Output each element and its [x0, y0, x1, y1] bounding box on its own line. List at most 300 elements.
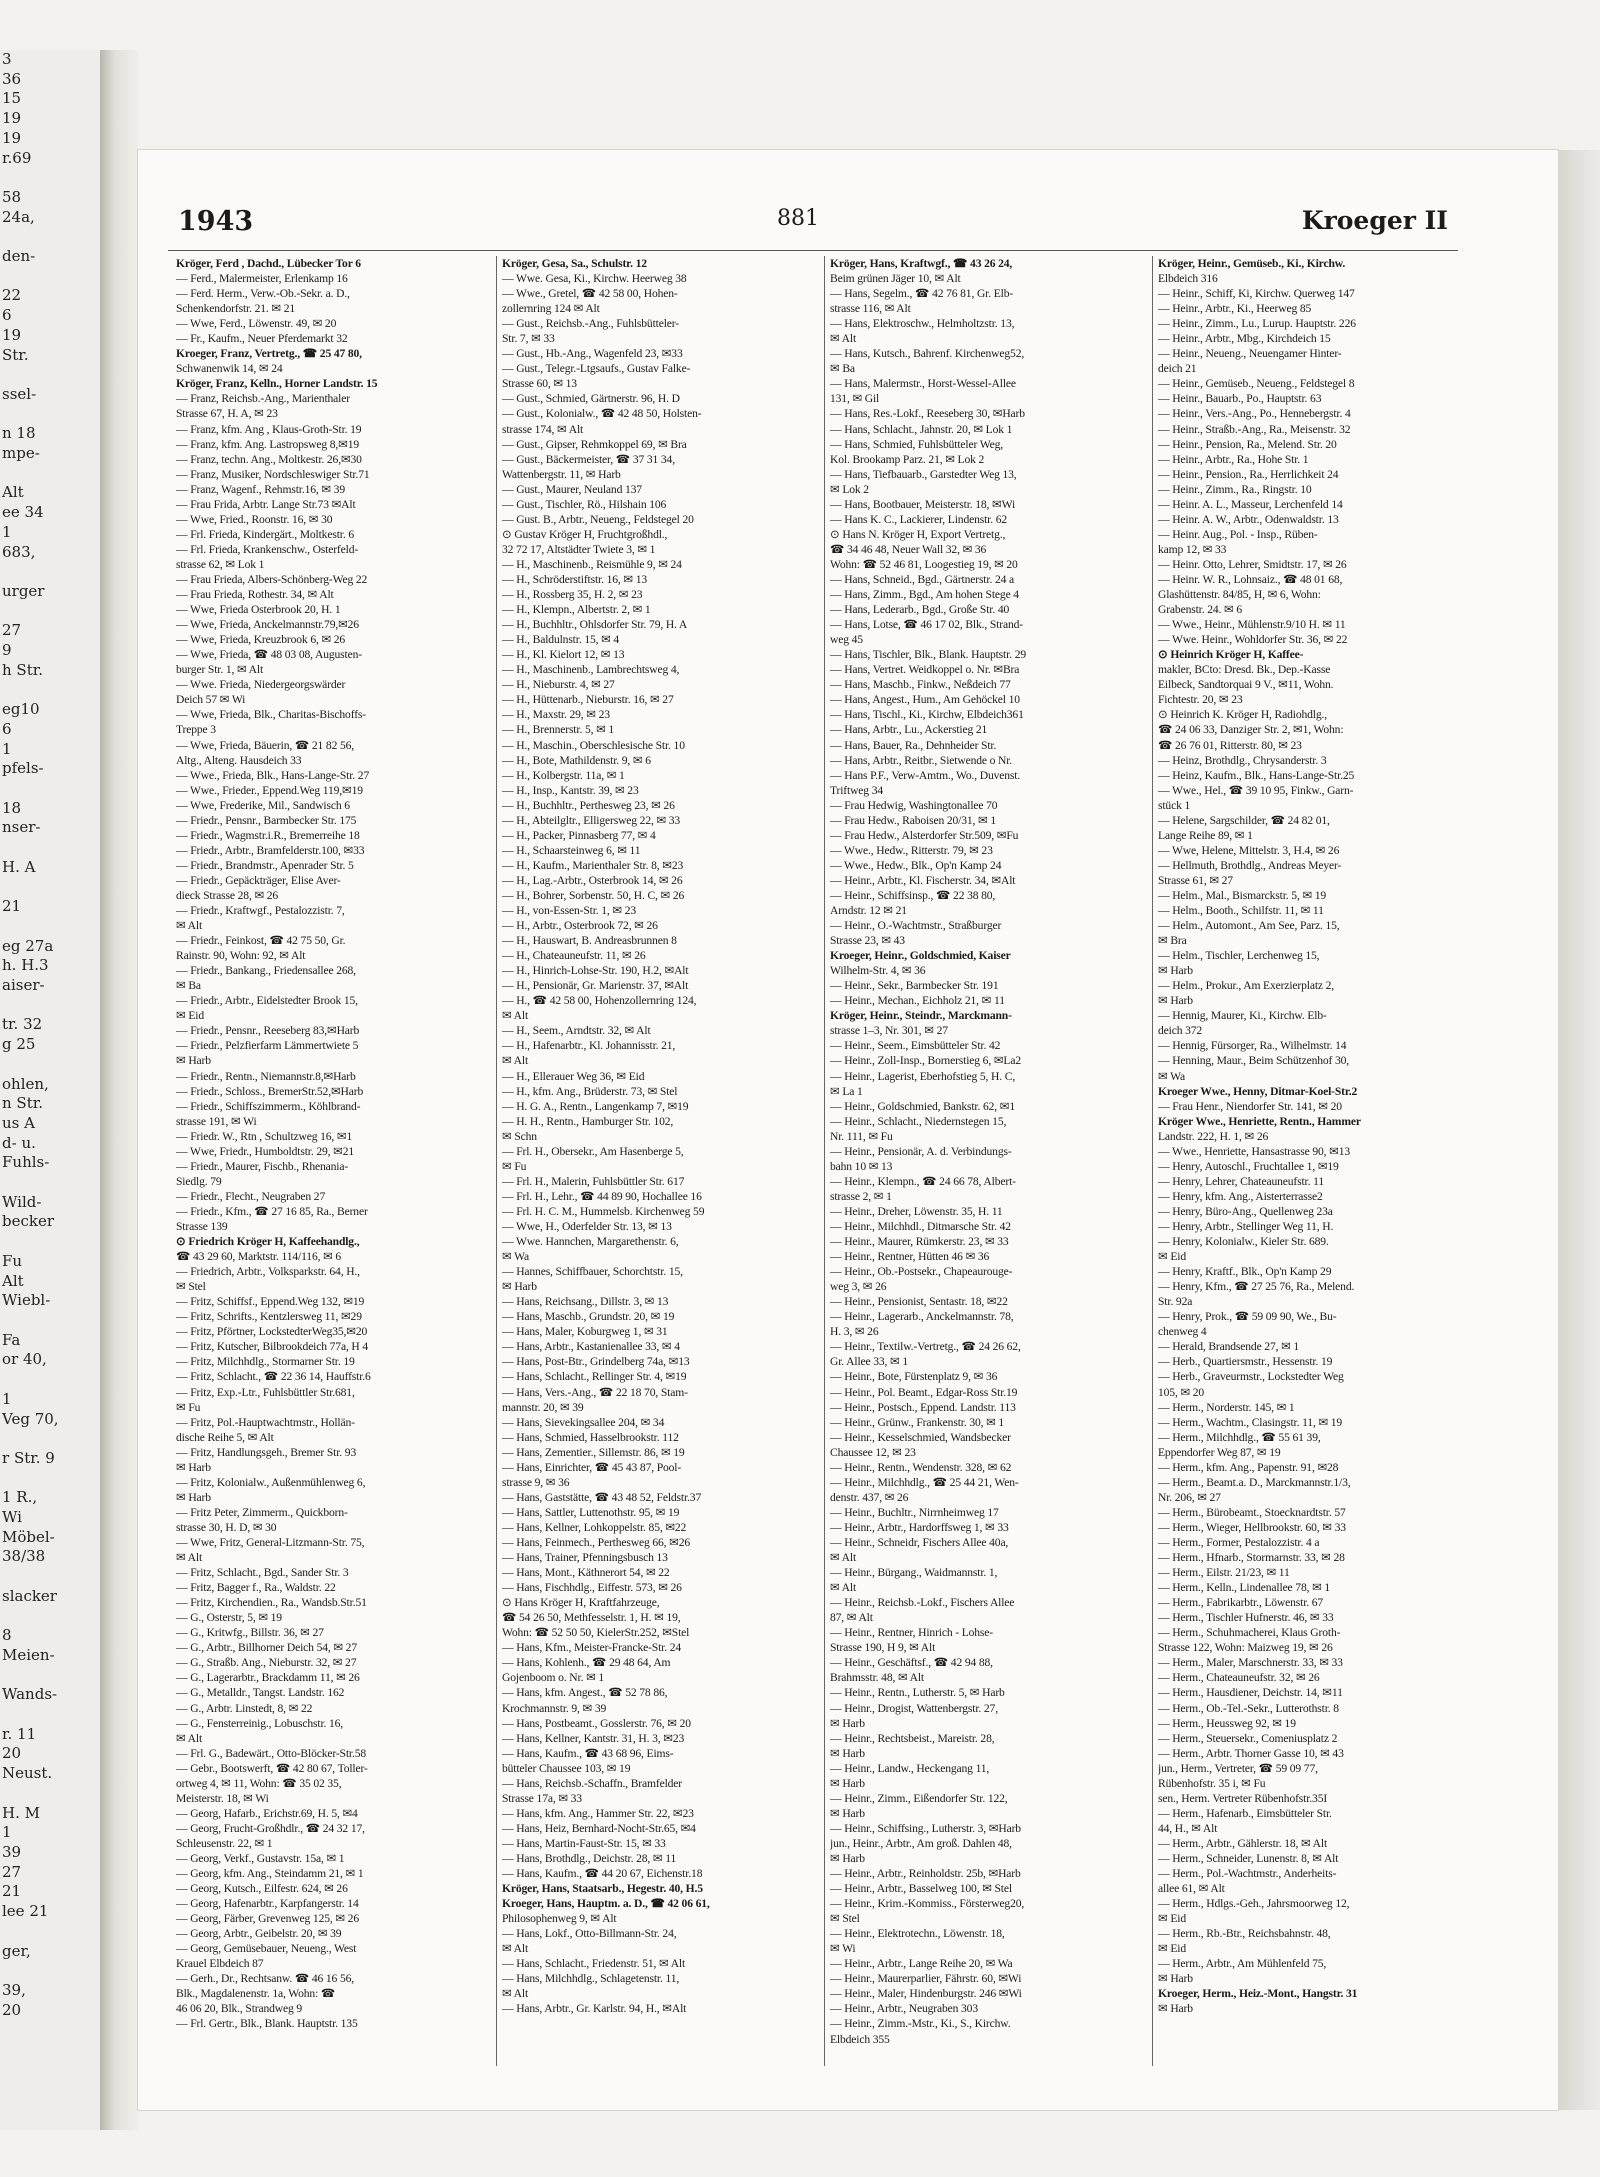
- directory-entry: — Friedr., Bankang., Friedensallee 268,: [176, 964, 356, 978]
- directory-entry: 32 72 17, Altstädter Twiete 3, ✉ 1: [502, 542, 656, 556]
- directory-entry: Kroeger, Herm., Heiz.-Mont., Hangstr. 31: [1158, 1987, 1358, 2001]
- directory-entry: — Wwe., Hedw., Ritterstr. 79, ✉ 23: [830, 843, 993, 857]
- previous-page-fragment: lee 21: [2, 1902, 49, 1921]
- column-2: [502, 256, 818, 2066]
- previous-page-fragment: [0, 464, 100, 484]
- directory-entry: — Heinr., Reichsb.-Lokf., Fischers Allee: [830, 1596, 1015, 1610]
- previous-page-fragment: [0, 1311, 100, 1331]
- previous-page-fragment: 22: [2, 286, 22, 305]
- directory-entry: Siedlg. 79: [176, 1174, 222, 1188]
- directory-entry: — Georg, Arbtr., Geibelstr. 20, ✉ 39: [176, 1927, 342, 1941]
- directory-entry: — Heinr., Zoll-Insp., Bornerstieg 6, ✉La2: [830, 1054, 1021, 1068]
- directory-entry: — H., Nieburstr. 4, ✉ 27: [502, 678, 615, 692]
- directory-entry: Kroeger, Heinr., Goldschmied, Kaiser: [830, 949, 1011, 963]
- directory-entry: — H., Kolbergstr. 11a, ✉ 1: [502, 768, 625, 782]
- previous-page-fragment: [0, 1567, 100, 1587]
- directory-entry: ✉ Fu: [176, 1400, 201, 1414]
- directory-entry: — Heinr., Textilw.-Vertretg., ☎ 24 26 62,: [830, 1340, 1021, 1354]
- previous-page-fragment: 1 R.,: [2, 1488, 38, 1507]
- directory-entry: — Heinr., Arbtr., Mbg., Kirchdeich 15: [1158, 332, 1331, 346]
- previous-page-fragment: mpe-: [2, 444, 40, 463]
- directory-entry: Kroeger, Franz, Vertretg., ☎ 25 47 80,: [176, 347, 362, 361]
- directory-entry: — Hans, Vers.-Ang., ☎ 22 18 70, Stam-: [502, 1385, 688, 1399]
- directory-entry: — Heinr., Rentner, Hinrich - Lohse-: [830, 1626, 993, 1640]
- directory-entry: — Herm., Wieger, Hellbrookstr. 60, ✉ 33: [1158, 1520, 1346, 1534]
- previous-page-fragment: Veg 70,: [2, 1409, 59, 1428]
- directory-entry: ✉ Harb: [176, 1460, 211, 1474]
- directory-entry: Strasse 190, H 9, ✉ Alt: [830, 1641, 936, 1655]
- directory-entry: ✉ Ba: [176, 979, 201, 993]
- directory-entry: — Herm., Steuersekr., Comeniusplatz 2: [1158, 1731, 1338, 1745]
- directory-entry: — Helm., Tischler, Lerchenweg 15,: [1158, 949, 1320, 963]
- directory-entry: Rainstr. 90, Wohn: 92, ✉ Alt: [176, 949, 306, 963]
- previous-page-fragment: Neust.: [2, 1764, 53, 1783]
- directory-entry: — Frl. H., Malerin, Fuhlsbüttler Str. 617: [502, 1174, 685, 1188]
- directory-entry: — Fritz, Schlacht., ☎ 22 36 14, Hauffstr.6: [176, 1370, 371, 1384]
- directory-entry: — Franz, kfm. Ang. Lastropsweg 8,✉19: [176, 437, 360, 451]
- directory-entry: ✉ Harb: [502, 1280, 537, 1294]
- directory-entry: — Henry, Autoschl., Fruchtallee 1, ✉19: [1158, 1159, 1339, 1173]
- directory-entry: — Friedrich, Arbtr., Volksparkstr. 64, H.,: [176, 1265, 360, 1279]
- directory-entry: — G., Metalldr., Tangst. Landstr. 162: [176, 1686, 345, 1700]
- directory-entry: — Wwe., Frieder., Eppend.Weg 119,✉19: [176, 783, 363, 797]
- directory-entry: Schwanenwik 14, ✉ 24: [176, 362, 283, 376]
- directory-entry: ☎ 26 76 01, Ritterstr. 80, ✉ 23: [1158, 738, 1302, 752]
- directory-entry: — Henry, Arbtr., Stellinger Weg 11, H.: [1158, 1220, 1334, 1233]
- directory-entry: — Helm., Automont., Am See, Parz. 15,: [1158, 919, 1340, 933]
- directory-entry: — Heinr. A. L., Masseur, Lerchenfeld 14: [1158, 497, 1343, 511]
- directory-entry: — Wwe., Gretel, ☎ 42 58 00, Hohen-: [502, 287, 678, 301]
- directory-entry: ortweg 4, ✉ 11, Wohn: ☎ 35 02 35,: [176, 1776, 342, 1790]
- directory-entry: — H., Kl. Kielort 12, ✉ 13: [502, 648, 625, 662]
- directory-entry: — Henry, Lehrer, Chateauneufstr. 11: [1158, 1174, 1324, 1188]
- directory-entry: stück 1: [1158, 798, 1191, 812]
- directory-entry: — Wwe, Frieda, Anckelmannstr.79,✉26: [176, 618, 359, 632]
- directory-entry: Philosophenweg 9, ✉ Alt: [502, 1912, 617, 1926]
- previous-page-fragment: 1: [2, 1823, 12, 1842]
- column-divider: [496, 256, 497, 2066]
- directory-entry: — H., Bohrer, Sorbenstr. 50, H. C, ✉ 26: [502, 888, 685, 902]
- directory-entry: ✉ Bra: [1158, 934, 1187, 948]
- directory-entry: — Hennig, Maurer, Ki., Kirchw. Elb-: [1158, 1009, 1327, 1023]
- directory-entry: — Franz, Wagenf., Rehmstr.16, ✉ 39: [176, 482, 345, 496]
- directory-entry: — Fritz, Kirchendien., Ra., Wandsb.Str.51: [176, 1596, 367, 1610]
- previous-page-fragment: [0, 562, 100, 582]
- directory-entry: Elbdeich 316: [1158, 272, 1218, 286]
- directory-entry: — Herm., Eilstr. 21/23, ✉ 11: [1158, 1566, 1290, 1580]
- directory-entry: — Friedr., Arbtr., Eidelstedter Brook 15,: [176, 994, 358, 1008]
- page-year: 1943: [178, 206, 254, 237]
- directory-entry: — Frl. H., Obersekr., Am Hasenberge 5,: [502, 1144, 684, 1158]
- previous-page-fragment: [0, 878, 100, 898]
- directory-entry: — Frl. Gertr., Blk., Blank. Hauptstr. 135: [176, 2017, 358, 2031]
- directory-entry: — Hannes, Schiffbauer, Schorchtstr. 15,: [502, 1265, 683, 1279]
- directory-entry: Eilbeck, Sandtorquai 9 V., ✉11, Wohn.: [1158, 678, 1334, 692]
- header-rule: [168, 250, 1458, 251]
- directory-entry: — Heinr., Zimm., Lu., Lurup. Hauptstr. 226: [1158, 317, 1356, 331]
- previous-page-fragment: 19: [2, 325, 22, 344]
- directory-entry: — Ferd. Herm., Verw.-Ob.-Sekr. a. D.,: [176, 287, 350, 301]
- directory-entry: — Gust., Bäckermeister, ☎ 37 31 34,: [502, 452, 675, 466]
- previous-page-fragment: 1: [2, 1389, 12, 1408]
- directory-entry: — Friedr., Pensnr., Barmbecker Str. 175: [176, 813, 357, 827]
- directory-entry: — Frau Henr., Niendorfer Str. 141, ✉ 20: [1158, 1099, 1342, 1113]
- directory-entry: — Herb., Graveurmstr., Lockstedter Weg: [1158, 1370, 1344, 1384]
- previous-page-fragment: or 40,: [2, 1350, 47, 1369]
- previous-page-fragment: 20: [2, 1744, 22, 1763]
- directory-entry: — Heinr. Otto, Lehrer, Smidtstr. 17, ✉ 26: [1158, 557, 1347, 571]
- directory-entry: Schenkendorfstr. 21. ✉ 21: [176, 302, 295, 316]
- previous-page-fragment: h Str.: [2, 660, 44, 679]
- directory-entry: Kröger, Franz, Kelln., Horner Landstr. 15: [176, 377, 378, 391]
- directory-entry: — Herm., Beamt.a. D., Marckmannstr.1/3,: [1158, 1475, 1351, 1489]
- directory-entry: — Heinr., Krim.-Kommiss., Försterweg20,: [830, 1897, 1025, 1911]
- directory-entry: Gojenboom o. Nr. ✉ 1: [502, 1671, 605, 1685]
- directory-entry: — H., Maschinenb., Lambrechtsweg 4,: [502, 663, 680, 677]
- previous-page-strip: [0, 50, 101, 2130]
- directory-entry: — Heinr. A. W., Arbtr., Odenwaldstr. 13: [1158, 512, 1339, 526]
- directory-entry: — Hans, Einrichter, ☎ 45 43 87, Pool-: [502, 1460, 682, 1474]
- directory-entry: — Heinr., Drogist, Wattenbergstr. 27,: [830, 1701, 998, 1715]
- directory-entry: — Frl. G., Badewärt., Otto-Blöcker-Str.58: [176, 1746, 367, 1760]
- directory-entry: — Helm., Mal., Bismarckstr. 5, ✉ 19: [1158, 888, 1327, 902]
- directory-entry: — Georg, Hafarb., Erichstr.69, H. 5, ✉4: [176, 1806, 358, 1820]
- directory-entry: — Hans, Tiefbauarb., Garstedter Weg 13,: [830, 467, 1017, 481]
- directory-entry: — Wwe, H., Oderfelder Str. 13, ✉ 13: [502, 1220, 672, 1233]
- previous-page-fragment: 21: [2, 1882, 22, 1901]
- directory-entry: — Friedr., Schloss., BremerStr.52,✉Harb: [176, 1084, 364, 1098]
- directory-entry: — Heinr., Mechan., Eichholz 21, ✉ 11: [830, 994, 1005, 1008]
- directory-entry: — Gust., Maurer, Neuland 137: [502, 482, 642, 496]
- directory-entry: — H. G. A., Rentn., Langenkamp 7, ✉19: [502, 1099, 689, 1113]
- directory-entry: 44, H., ✉ Alt: [1158, 1821, 1218, 1835]
- directory-entry: makler, BCto: Dresd. Bk., Dep.-Kasse: [1158, 663, 1331, 677]
- directory-entry: — Fritz, Schrifts., Kentzlersweg 11, ✉29: [176, 1310, 362, 1324]
- column-4: [1158, 256, 1478, 2066]
- directory-entry: ☎ 34 46 48, Neuer Wall 32, ✉ 36: [830, 542, 987, 556]
- directory-entry: — Heinr., Bote, Fürstenplatz 9, ✉ 36: [830, 1370, 998, 1384]
- directory-entry: — Heinr., Seem., Eimsbütteler Str. 42: [830, 1039, 1001, 1053]
- directory-entry: ✉ Alt: [176, 1551, 203, 1565]
- directory-entry: — Heinr., Arbtr., Reinholdstr. 25b, ✉Harb: [830, 1867, 1021, 1881]
- directory-entry: bütteler Chaussee 103, ✉ 19: [502, 1761, 631, 1775]
- directory-entry: — Wwe, Frieda, Bäuerin, ☎ 21 82 56,: [176, 738, 355, 752]
- directory-entry: — Wwe, Frederike, Mil., Sandwisch 6: [176, 798, 350, 812]
- directory-entry: jun., Herm., Vertreter, ☎ 59 09 77,: [1158, 1761, 1318, 1775]
- directory-entry: — Heinr., Geschäftsf., ☎ 42 94 88,: [830, 1656, 993, 1670]
- directory-entry: weg 45: [830, 633, 863, 647]
- directory-entry: — Hans, Arbtr., Kastanienallee 33, ✉ 4: [502, 1340, 680, 1354]
- directory-entry: — Herm., Heussweg 92, ✉ 19: [1158, 1716, 1296, 1730]
- directory-entry: Kröger, Ferd , Dachd., Lübecker Tor 6: [176, 257, 361, 270]
- directory-entry: strasse 9, ✉ 36: [502, 1475, 570, 1489]
- directory-entry: — Heinr., Grünw., Frankenstr. 30, ✉ 1: [830, 1415, 1005, 1429]
- directory-entry: — Herm., Bürobeamt., Stoecknardtstr. 57: [1158, 1505, 1346, 1519]
- directory-entry: ☎ 43 29 60, Marktstr. 114/116, ✉ 6: [176, 1250, 342, 1264]
- directory-entry: — G., Kritwfg., Billstr. 36, ✉ 27: [176, 1626, 324, 1640]
- previous-page-fragment: 3: [2, 50, 12, 68]
- directory-entry: — Frau Hedwig, Washingtonallee 70: [830, 798, 998, 812]
- directory-entry: — Hans, Kutsch., Bahrenf. Kirchenweg52,: [830, 347, 1025, 361]
- directory-entry: — Friedr., Maurer, Fischb., Rhenania-: [176, 1159, 349, 1173]
- previous-page-fragment: [0, 1469, 100, 1489]
- previous-page-fragment: us A: [2, 1113, 35, 1132]
- directory-entry: ✉ Ba: [830, 362, 855, 376]
- directory-entry: — H., Seem., Arndtstr. 32, ✉ Alt: [502, 1024, 651, 1038]
- directory-entry: ⊙ Heinrich Kröger H, Kaffee-: [1158, 648, 1304, 662]
- directory-entry: — Wwe. Heinr., Wohldorfer Str. 36, ✉ 22: [1158, 633, 1348, 647]
- directory-entry: ✉ Harb: [830, 1776, 865, 1790]
- directory-entry: — Hans, Schmied, Hasselbrookstr. 112: [502, 1430, 679, 1444]
- directory-entry: — Heinr., Landw., Heckengang 11,: [830, 1761, 990, 1775]
- directory-entry: — Franz, Reichsb.-Ang., Marienthaler: [176, 392, 350, 406]
- directory-entry: dieck Strasse 28, ✉ 26: [176, 888, 279, 902]
- directory-entry: — Heinr., Bauarb., Po., Hauptstr. 63: [1158, 392, 1322, 406]
- directory-entry: — Gerh., Dr., Rechtsanw. ☎ 46 16 56,: [176, 1972, 354, 1986]
- directory-entry: strasse 62, ✉ Lok 1: [176, 557, 265, 571]
- directory-entry: — Hans, Postbeamt., Gosslerstr. 76, ✉ 20: [502, 1716, 691, 1730]
- directory-entry: — Gust., Hb.-Ang., Wagenfeld 23, ✉33: [502, 347, 683, 361]
- directory-entry: — H., Hauswart, B. Andreasbrunnen 8: [502, 934, 677, 948]
- directory-entry: — Hans, Malermstr., Horst-Wessel-Allee: [830, 377, 1016, 391]
- previous-page-fragment: 6: [2, 306, 12, 325]
- directory-entry: — Wwe., Heinr., Mühlenstr.9/10 H. ✉ 11: [1158, 618, 1346, 632]
- previous-page-fragment: [0, 168, 100, 188]
- directory-entry: — Helm., Prokur., Am Exerzierplatz 2,: [1158, 979, 1335, 993]
- directory-entry: ✉ Harb: [1158, 994, 1193, 1008]
- directory-entry: — Heinr., Gemüseb., Neueng., Feldstegel 8: [1158, 377, 1355, 391]
- directory-entry: — Franz, kfm. Ang , Klaus-Groth-Str. 19: [176, 422, 362, 436]
- previous-page-fragment: 38/38: [2, 1547, 46, 1566]
- directory-entry: — Hans, Feinmech., Perthesweg 66, ✉26: [502, 1535, 691, 1549]
- directory-entry: — Heinr., Rentn., Wendenstr. 328, ✉ 62: [830, 1460, 1012, 1474]
- directory-entry: — Gust., Telegr.-Ltgsaufs., Gustav Falke-: [502, 362, 691, 376]
- directory-entry: — Heinr., Zimm., Eißendorfer Str. 122,: [830, 1791, 1008, 1805]
- directory-entry: — Fritz, Pförtner, LockstedterWeg35,✉20: [176, 1325, 368, 1339]
- previous-page-fragment: ee 34: [2, 503, 44, 522]
- directory-entry: — H., Packer, Pinnasberg 77, ✉ 4: [502, 828, 656, 842]
- previous-page-fragment: [0, 838, 100, 858]
- directory-entry: — Heinr., O.-Wachtmstr., Straßburger: [830, 919, 1002, 933]
- directory-entry: Wattenbergstr. 11, ✉ Harb: [502, 467, 621, 481]
- directory-entry: — Friedr., Rentn., Niemannstr.8,✉Harb: [176, 1069, 356, 1083]
- column-3: [830, 256, 1146, 2066]
- directory-entry: — Heinr., Maurerparlier, Fährstr. 60, ✉Wi: [830, 1972, 1022, 1986]
- directory-entry: — Friedr., Pensnr., Reeseberg 83,✉Harb: [176, 1024, 360, 1038]
- directory-entry: — Henry, kfm. Ang., Aisterterrasse2: [1158, 1189, 1323, 1203]
- directory-entry: ✉ Alt: [830, 1581, 857, 1595]
- directory-entry: ✉ Fu: [502, 1159, 527, 1173]
- directory-entry: — Hans, Tischl., Ki., Kirchw, Elbdeich361: [830, 708, 1024, 722]
- directory-entry: — Hans, Trainer, Pfenningsbusch 13: [502, 1551, 668, 1565]
- directory-entry: — Heinr., Neueng., Neuengamer Hinter-: [1158, 347, 1342, 361]
- directory-entry: — Herald, Brandsende 27, ✉ 1: [1158, 1340, 1300, 1354]
- directory-entry: — Herm., Hafenarb., Eimsbütteler Str.: [1158, 1806, 1332, 1820]
- previous-page-fragment: 39: [2, 1842, 22, 1861]
- directory-entry: ✉ Eid: [1158, 1912, 1186, 1926]
- directory-entry: — Wwe, Helene, Mittelstr. 3, H.4, ✉ 26: [1158, 843, 1340, 857]
- previous-page-fragment: ssel-: [2, 384, 37, 403]
- previous-page-fragment: 683,: [2, 542, 36, 561]
- directory-entry: — Fritz, Handlungsgeh., Bremer Str. 93: [176, 1445, 357, 1459]
- directory-entry: — Hans, Res.-Lokf., Reeseberg 30, ✉Harb: [830, 407, 1025, 421]
- directory-entry: — Heinr., Arbtr., Neugraben 303: [830, 2002, 978, 2016]
- directory-entry: Kroeger, Hans, Hauptm. a. D., ☎ 42 06 61,: [502, 1897, 710, 1911]
- directory-entry: — Fritz Peter, Zimmerm., Quickborn-: [176, 1505, 348, 1519]
- directory-entry: — Fritz, Bagger f., Ra., Waldstr. 22: [176, 1581, 336, 1595]
- directory-entry: — Hans, Schlacht., Rellinger Str. 4, ✉19: [502, 1370, 687, 1384]
- directory-entry: — Hans, Schlacht., Friedenstr. 51, ✉ Alt: [502, 1957, 686, 1971]
- directory-entry: kamp 12, ✉ 33: [1158, 542, 1227, 556]
- previous-page-fragment: 8: [2, 1626, 12, 1645]
- directory-entry: — Gust., Tischler, Rö., Hilshain 106: [502, 497, 667, 511]
- directory-entry: — Gust., Gipser, Rehmkoppel 69, ✉ Bra: [502, 437, 687, 451]
- directory-entry: — H., Arbtr., Osterbrook 72, ✉ 26: [502, 919, 658, 933]
- directory-entry: — Georg, Hafenarbtr., Karpfangerstr. 14: [176, 1897, 359, 1911]
- directory-entry: strasse 1–3, Nr. 301, ✉ 27: [830, 1024, 948, 1038]
- previous-page-fragment: [0, 602, 100, 622]
- directory-entry: Wohn: ☎ 52 50 50, KielerStr.252, ✉Stel: [502, 1626, 690, 1640]
- directory-entry: — G., Straßb. Ang., Nieburstr. 32, ✉ 27: [176, 1656, 357, 1670]
- directory-entry: 131, ✉ Gil: [830, 392, 880, 406]
- directory-entry: mannstr. 20, ✉ 39: [502, 1400, 584, 1414]
- directory-entry: Strasse 122, Wohn: Maizweg 19, ✉ 26: [1158, 1641, 1333, 1655]
- previous-page-fragment: [0, 917, 100, 937]
- directory-entry: — Herm., Fabrikarbtr., Löwenstr. 67: [1158, 1596, 1324, 1610]
- directory-entry: ⊙ Hans N. Kröger H, Export Vertretg.,: [830, 527, 1006, 541]
- directory-entry: — Herm., Schneider, Lunenstr. 8, ✉ Alt: [1158, 1851, 1339, 1865]
- directory-entry: Glashüttenstr. 84/85, H, ✉ 6, Wohn:: [1158, 588, 1321, 602]
- directory-entry: — Friedr. W., Rtn , Schultzweg 16, ✉1: [176, 1129, 353, 1143]
- directory-entry: — Hans, kfm. Ang., Hammer Str. 22, ✉23: [502, 1806, 694, 1820]
- previous-page-fragment: [0, 227, 100, 247]
- directory-entry: — Georg, Verkf., Gustavstr. 15a, ✉ 1: [176, 1851, 345, 1865]
- directory-entry: — G., Arbtr., Billhorner Deich 54, ✉ 27: [176, 1641, 357, 1655]
- directory-entry: — Gebr., Bootswerft, ☎ 42 80 67, Toller-: [176, 1761, 368, 1775]
- directory-entry: — Heinr., Milchhdlg., ☎ 25 44 21, Wen-: [830, 1475, 1019, 1489]
- directory-entry: — Helene, Sargschilder, ☎ 24 82 01,: [1158, 813, 1330, 827]
- directory-entry: — Gust. B., Arbtr., Neueng., Feldstegel 20: [502, 512, 694, 526]
- directory-entry: strasse 30, H. D, ✉ 30: [176, 1520, 277, 1534]
- directory-entry: deich 372: [1158, 1024, 1203, 1038]
- directory-entry: — Heinr., Rechtsbeist., Mareistr. 28,: [830, 1731, 995, 1745]
- directory-entry: — Heinr., Klempn., ☎ 24 66 78, Albert-: [830, 1174, 1016, 1188]
- directory-entry: — Georg, Frucht-Großhdlr., ☎ 24 32 17,: [176, 1821, 365, 1835]
- previous-page-fragment: H. M: [2, 1803, 40, 1822]
- directory-entry: — Heinr., Schiffsinsp., ☎ 22 38 80,: [830, 888, 996, 902]
- directory-entry: — Herm., Milchhdlg., ☎ 55 61 39,: [1158, 1430, 1321, 1444]
- directory-entry: — Heinz, Kaufm., Blk., Hans-Lange-Str.25: [1158, 768, 1355, 782]
- directory-entry: — Fr., Kaufm., Neuer Pferdemarkt 32: [176, 332, 348, 346]
- directory-entry: — Herm., Wachtm., Clasingstr. 11, ✉ 19: [1158, 1415, 1343, 1429]
- directory-entry: — Wwe, Frieda Osterbrook 20, H. 1: [176, 603, 341, 617]
- directory-entry: — Hans, Bauer, Ra., Dehnheider Str.: [830, 738, 997, 752]
- directory-entry: — G., Osterstr, 5, ✉ 19: [176, 1611, 282, 1625]
- directory-entry: — Fritz, Milchhdlg., Stormarner Str. 19: [176, 1355, 355, 1369]
- directory-entry: — Herm., Hausdiener, Deichstr. 14, ✉11: [1158, 1686, 1343, 1700]
- directory-entry: ✉ La 1: [830, 1084, 863, 1098]
- book-gutter: [100, 50, 138, 2130]
- directory-entry: Altg., Alteng. Hausdeich 33: [176, 753, 302, 767]
- directory-entry: — Heinr., Lagerarb., Anckelmannstr. 78,: [830, 1310, 1014, 1324]
- directory-entry: — Heinr., Goldschmied, Bankstr. 62, ✉1: [830, 1099, 1015, 1113]
- directory-entry: allee 61, ✉ Alt: [1158, 1882, 1225, 1896]
- previous-page-fragment: pfels-: [2, 759, 44, 778]
- directory-entry: Meisterstr. 18, ✉ Wi: [176, 1791, 269, 1805]
- directory-entry: — Wwe. Hannchen, Margarethenstr. 6,: [502, 1235, 679, 1249]
- directory-entry: — Heinr., Schneidr, Fischers Allee 40a,: [830, 1535, 1009, 1549]
- directory-entry: — Heinr., Sekr., Barmbecker Str. 191: [830, 979, 999, 993]
- directory-entry: — Hans, Arbtr., Gr. Karlstr. 94, H., ✉Alt: [502, 2002, 687, 2016]
- directory-entry: Chaussee 12, ✉ 23: [830, 1445, 916, 1459]
- directory-entry: — Hans, Brothdlg., Deichstr. 28, ✉ 11: [502, 1851, 677, 1865]
- previous-page-fragment: 9: [2, 641, 12, 660]
- directory-entry: — H., Chateauneufstr. 11, ✉ 26: [502, 949, 646, 963]
- directory-entry: — Henry, Kraftf., Blk., Op'n Kamp 29: [1158, 1265, 1332, 1279]
- previous-page-fragment: [0, 1173, 100, 1193]
- directory-entry: — Hans, Bootbauer, Meisterstr. 18, ✉Wi: [830, 497, 1016, 511]
- directory-entry: — Heinr., Maler, Hindenburgstr. 246 ✉Wi: [830, 1987, 1022, 2001]
- page-header: [178, 206, 1448, 246]
- directory-entry: — Hans, Zimm., Bgd., Am hohen Stege 4: [830, 588, 1019, 602]
- directory-entry: — Friedr., Pelzfierfarm Lämmertwiete 5: [176, 1039, 359, 1053]
- previous-page-fragment: [0, 681, 100, 701]
- directory-entry: — Fritz, Schiffsf., Eppend.Weg 132, ✉19: [176, 1295, 365, 1309]
- previous-page-fragment: 6: [2, 719, 12, 738]
- previous-page-fragment: 39,: [2, 1980, 26, 1999]
- directory-entry: — Hans, Lotse, ☎ 46 17 02, Blk., Strand-: [830, 618, 1023, 632]
- directory-entry: strasse 174, ✉ Alt: [502, 422, 584, 436]
- directory-entry: — Hans, Sievekingsallee 204, ✉ 34: [502, 1415, 665, 1429]
- directory-entry: — Friedr., Schiffszimmerm., Köhlbrand-: [176, 1099, 361, 1113]
- previous-page-fragment: eg 27a: [2, 936, 54, 955]
- directory-entry: — Gust., Reichsb.-Ang., Fuhlsbütteler-: [502, 317, 679, 331]
- directory-entry: Arndstr. 12 ✉ 21: [830, 904, 907, 918]
- previous-page-fragment: Wiebl-: [2, 1291, 51, 1310]
- directory-entry: — Heinr., Straßb.-Ang., Ra., Meisenstr. 32: [1158, 422, 1351, 436]
- previous-page-fragment: r Str. 9: [2, 1448, 55, 1467]
- previous-page-fragment: den-: [2, 247, 36, 266]
- directory-entry: — Henry, Prok., ☎ 59 09 90, We., Bu-: [1158, 1310, 1337, 1324]
- directory-entry: — Georg, kfm. Ang., Steindamm 21, ✉ 1: [176, 1867, 364, 1881]
- previous-page-fragment: Wild-: [2, 1192, 42, 1211]
- directory-entry: — Hans, Maler, Koburgweg 1, ✉ 31: [502, 1325, 668, 1339]
- directory-entry: — Heinr., Arbtr., Lange Reihe 20, ✉ Wa: [830, 1957, 1013, 1971]
- directory-entry: — Hans, Milchhdlg., Schlagetenstr. 11,: [502, 1972, 680, 1986]
- directory-entry: — Wwe. Gesa, Ki., Kirchw. Heerweg 38: [502, 272, 687, 286]
- directory-entry: — Gust., Schmied, Gärtnerstr. 96, H. D: [502, 392, 680, 406]
- directory-entry: Kröger, Hans, Staatsarb., Hegestr. 40, H.5: [502, 1882, 703, 1896]
- directory-entry: Strasse 61, ✉ 27: [1158, 873, 1233, 887]
- directory-entry: 46 06 20, Blk., Strandweg 9: [176, 2002, 303, 2016]
- directory-entry: — Georg, Färber, Grevenweg 125, ✉ 26: [176, 1912, 359, 1926]
- directory-entry: ⊙ Friedrich Kröger H, Kaffeehandlg.,: [176, 1235, 360, 1249]
- directory-entry: ✉ Alt: [176, 1731, 203, 1745]
- previous-page-fragment: 1: [2, 522, 12, 541]
- previous-page-fragment: Wands-: [2, 1685, 58, 1704]
- directory-entry: Krochmannstr. 9, ✉ 39: [502, 1701, 607, 1715]
- directory-entry: ✉ Alt: [502, 1942, 529, 1956]
- directory-entry: — H., Buchhltr., Perthesweg 23, ✉ 26: [502, 798, 675, 812]
- directory-entry: denstr. 437, ✉ 26: [830, 1490, 909, 1504]
- directory-entry: — H., Hafenarbtr., Kl. Johannisstr. 21,: [502, 1039, 676, 1053]
- previous-page-fragment: [0, 1666, 100, 1686]
- directory-entry: Kröger, Hans, Kraftwgf., ☎ 43 26 24,: [830, 257, 1013, 270]
- previous-page-fragment: [0, 1961, 100, 1981]
- directory-entry: ✉ Harb: [1158, 1972, 1193, 1986]
- directory-entry: ✉ Schn: [502, 1129, 537, 1143]
- directory-entry: — Herm., Norderstr. 145, ✉ 1: [1158, 1400, 1295, 1414]
